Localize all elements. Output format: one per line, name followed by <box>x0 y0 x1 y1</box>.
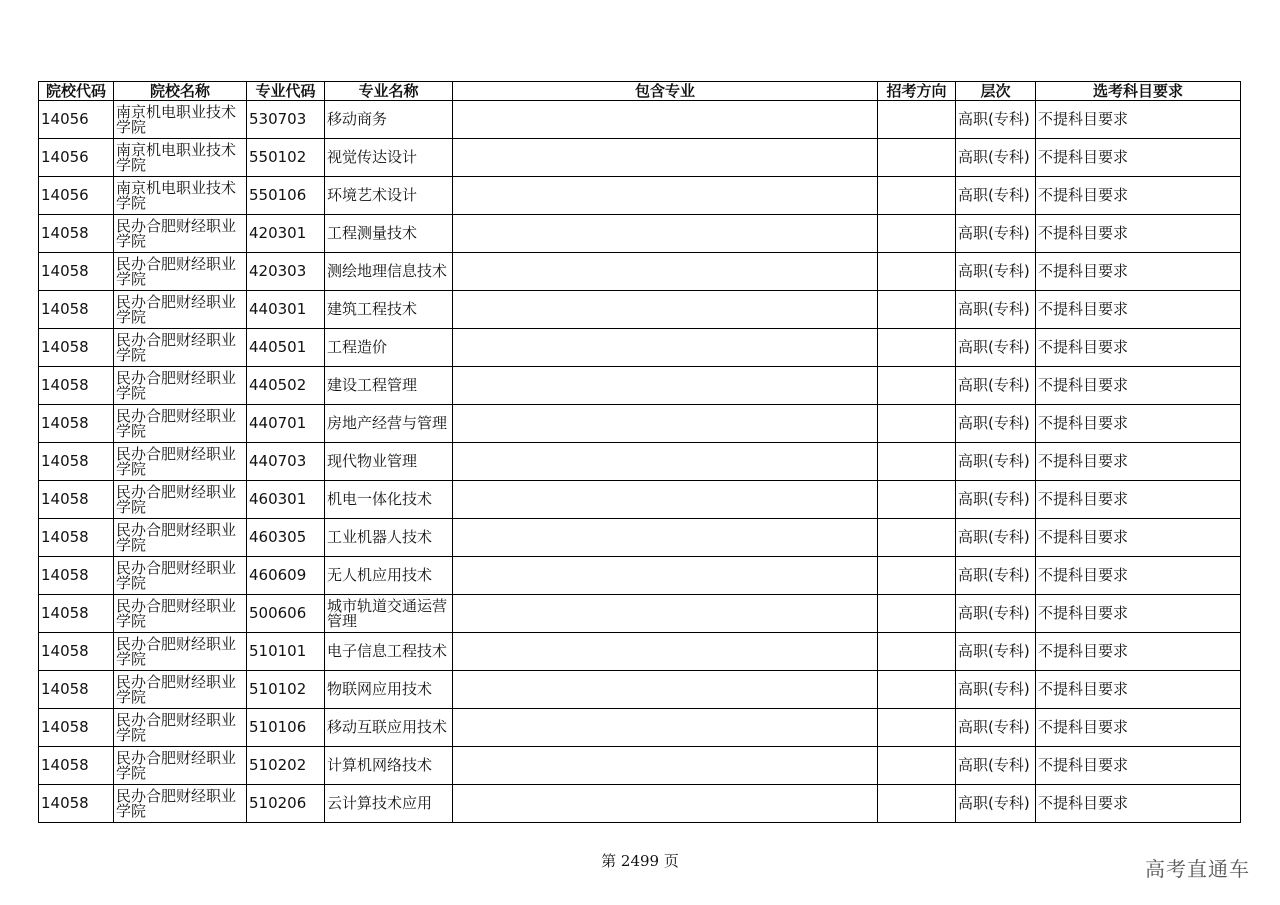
cell-level: 高职(专科) <box>956 405 1036 443</box>
table-row <box>39 747 1241 785</box>
cell-school-code: 14058 <box>39 443 114 481</box>
cell-included-programs <box>453 291 878 329</box>
cell-included-programs <box>453 481 878 519</box>
cell-included-programs <box>453 367 878 405</box>
cell-school-name: 南京机电职业技术学院 <box>114 101 247 139</box>
cell-direction <box>878 785 956 823</box>
cell-subject-requirement: 不提科目要求 <box>1036 671 1241 709</box>
enrollment-table <box>38 81 1241 823</box>
cell-subject-requirement: 不提科目要求 <box>1036 177 1241 215</box>
table-row <box>39 785 1241 823</box>
cell-level: 高职(专科) <box>956 253 1036 291</box>
cell-subject-requirement: 不提科目要求 <box>1036 215 1241 253</box>
cell-level: 高职(专科) <box>956 671 1036 709</box>
cell-school-name: 民办合肥财经职业学院 <box>114 785 247 823</box>
cell-subject-requirement: 不提科目要求 <box>1036 709 1241 747</box>
cell-school-name: 民办合肥财经职业学院 <box>114 367 247 405</box>
cell-level: 高职(专科) <box>956 443 1036 481</box>
cell-program-name: 无人机应用技术 <box>325 557 453 595</box>
cell-included-programs <box>453 329 878 367</box>
cell-level: 高职(专科) <box>956 519 1036 557</box>
cell-school-name: 南京机电职业技术学院 <box>114 177 247 215</box>
cell-program-code: 550106 <box>247 177 325 215</box>
cell-included-programs <box>453 253 878 291</box>
table-row <box>39 519 1241 557</box>
table-row <box>39 177 1241 215</box>
cell-level: 高职(专科) <box>956 215 1036 253</box>
cell-program-name: 电子信息工程技术 <box>325 633 453 671</box>
cell-program-code: 420301 <box>247 215 325 253</box>
cell-school-code: 14058 <box>39 291 114 329</box>
cell-program-code: 460609 <box>247 557 325 595</box>
cell-school-code: 14058 <box>39 329 114 367</box>
cell-subject-requirement: 不提科目要求 <box>1036 329 1241 367</box>
cell-direction <box>878 519 956 557</box>
cell-school-name: 民办合肥财经职业学院 <box>114 215 247 253</box>
table-row <box>39 481 1241 519</box>
cell-subject-requirement: 不提科目要求 <box>1036 291 1241 329</box>
cell-school-name: 民办合肥财经职业学院 <box>114 405 247 443</box>
cell-direction <box>878 329 956 367</box>
cell-school-name: 民办合肥财经职业学院 <box>114 443 247 481</box>
cell-school-code: 14058 <box>39 709 114 747</box>
page-number: 第 2499 页 <box>601 852 679 870</box>
cell-school-name: 民办合肥财经职业学院 <box>114 519 247 557</box>
cell-school-code: 14058 <box>39 595 114 633</box>
header-program-code: 专业代码 <box>247 82 325 101</box>
header-row <box>39 82 1241 101</box>
cell-program-code: 550102 <box>247 139 325 177</box>
cell-level: 高职(专科) <box>956 747 1036 785</box>
cell-included-programs <box>453 785 878 823</box>
cell-school-code: 14058 <box>39 367 114 405</box>
cell-subject-requirement: 不提科目要求 <box>1036 557 1241 595</box>
cell-school-code: 14058 <box>39 215 114 253</box>
cell-level: 高职(专科) <box>956 101 1036 139</box>
cell-level: 高职(专科) <box>956 177 1036 215</box>
cell-direction <box>878 101 956 139</box>
cell-school-name: 民办合肥财经职业学院 <box>114 481 247 519</box>
table-row <box>39 101 1241 139</box>
cell-direction <box>878 253 956 291</box>
cell-program-name: 移动互联应用技术 <box>325 709 453 747</box>
cell-program-name: 计算机网络技术 <box>325 747 453 785</box>
cell-subject-requirement: 不提科目要求 <box>1036 785 1241 823</box>
cell-included-programs <box>453 443 878 481</box>
cell-program-name: 建设工程管理 <box>325 367 453 405</box>
cell-program-code: 500606 <box>247 595 325 633</box>
cell-subject-requirement: 不提科目要求 <box>1036 747 1241 785</box>
table-row <box>39 253 1241 291</box>
cell-level: 高职(专科) <box>956 291 1036 329</box>
header-level: 层次 <box>956 82 1036 101</box>
cell-subject-requirement: 不提科目要求 <box>1036 139 1241 177</box>
table-row <box>39 557 1241 595</box>
header-program-name: 专业名称 <box>325 82 453 101</box>
cell-program-name: 测绘地理信息技术 <box>325 253 453 291</box>
table-row <box>39 443 1241 481</box>
cell-direction <box>878 595 956 633</box>
cell-level: 高职(专科) <box>956 139 1036 177</box>
cell-level: 高职(专科) <box>956 557 1036 595</box>
cell-school-name: 民办合肥财经职业学院 <box>114 557 247 595</box>
watermark: 高考直通车 <box>1145 857 1250 881</box>
table-row <box>39 709 1241 747</box>
cell-direction <box>878 633 956 671</box>
cell-direction <box>878 671 956 709</box>
cell-included-programs <box>453 633 878 671</box>
table-row <box>39 671 1241 709</box>
cell-direction <box>878 481 956 519</box>
cell-level: 高职(专科) <box>956 785 1036 823</box>
cell-program-name: 移动商务 <box>325 101 453 139</box>
header-school-code: 院校代码 <box>39 82 114 101</box>
cell-program-name: 工程造价 <box>325 329 453 367</box>
cell-direction <box>878 215 956 253</box>
cell-included-programs <box>453 215 878 253</box>
cell-program-code: 460305 <box>247 519 325 557</box>
cell-school-code: 14056 <box>39 101 114 139</box>
cell-direction <box>878 291 956 329</box>
cell-school-name: 民办合肥财经职业学院 <box>114 709 247 747</box>
cell-school-name: 南京机电职业技术学院 <box>114 139 247 177</box>
cell-level: 高职(专科) <box>956 481 1036 519</box>
cell-level: 高职(专科) <box>956 709 1036 747</box>
cell-level: 高职(专科) <box>956 329 1036 367</box>
cell-level: 高职(专科) <box>956 367 1036 405</box>
cell-school-code: 14056 <box>39 177 114 215</box>
cell-program-name: 机电一体化技术 <box>325 481 453 519</box>
cell-school-code: 14058 <box>39 633 114 671</box>
table-row <box>39 595 1241 633</box>
cell-school-code: 14058 <box>39 481 114 519</box>
cell-program-code: 420303 <box>247 253 325 291</box>
cell-program-name: 物联网应用技术 <box>325 671 453 709</box>
cell-subject-requirement: 不提科目要求 <box>1036 519 1241 557</box>
table-row <box>39 139 1241 177</box>
table-row <box>39 291 1241 329</box>
cell-school-name: 民办合肥财经职业学院 <box>114 595 247 633</box>
cell-program-code: 440502 <box>247 367 325 405</box>
cell-school-name: 民办合肥财经职业学院 <box>114 671 247 709</box>
cell-program-name: 工程测量技术 <box>325 215 453 253</box>
cell-subject-requirement: 不提科目要求 <box>1036 253 1241 291</box>
cell-included-programs <box>453 177 878 215</box>
cell-included-programs <box>453 405 878 443</box>
cell-school-code: 14058 <box>39 405 114 443</box>
cell-subject-requirement: 不提科目要求 <box>1036 481 1241 519</box>
cell-program-code: 510102 <box>247 671 325 709</box>
cell-direction <box>878 443 956 481</box>
cell-included-programs <box>453 139 878 177</box>
cell-school-name: 民办合肥财经职业学院 <box>114 291 247 329</box>
cell-subject-requirement: 不提科目要求 <box>1036 633 1241 671</box>
cell-program-name: 工业机器人技术 <box>325 519 453 557</box>
cell-included-programs <box>453 747 878 785</box>
cell-program-code: 510101 <box>247 633 325 671</box>
cell-level: 高职(专科) <box>956 595 1036 633</box>
cell-included-programs <box>453 557 878 595</box>
cell-school-name: 民办合肥财经职业学院 <box>114 253 247 291</box>
cell-program-name: 城市轨道交通运营管理 <box>325 595 453 633</box>
header-direction: 招考方向 <box>878 82 956 101</box>
cell-program-code: 440703 <box>247 443 325 481</box>
table-row <box>39 633 1241 671</box>
table-row <box>39 215 1241 253</box>
cell-school-code: 14058 <box>39 253 114 291</box>
cell-direction <box>878 139 956 177</box>
cell-subject-requirement: 不提科目要求 <box>1036 595 1241 633</box>
table-row <box>39 405 1241 443</box>
cell-program-code: 440501 <box>247 329 325 367</box>
cell-program-name: 云计算技术应用 <box>325 785 453 823</box>
cell-direction <box>878 747 956 785</box>
cell-subject-requirement: 不提科目要求 <box>1036 405 1241 443</box>
table-row <box>39 367 1241 405</box>
cell-subject-requirement: 不提科目要求 <box>1036 367 1241 405</box>
cell-school-name: 民办合肥财经职业学院 <box>114 633 247 671</box>
cell-subject-requirement: 不提科目要求 <box>1036 443 1241 481</box>
cell-school-name: 民办合肥财经职业学院 <box>114 329 247 367</box>
cell-school-code: 14058 <box>39 557 114 595</box>
cell-direction <box>878 709 956 747</box>
cell-included-programs <box>453 671 878 709</box>
cell-level: 高职(专科) <box>956 633 1036 671</box>
cell-program-code: 530703 <box>247 101 325 139</box>
cell-program-name: 房地产经营与管理 <box>325 405 453 443</box>
cell-program-code: 440301 <box>247 291 325 329</box>
cell-program-code: 510202 <box>247 747 325 785</box>
cell-school-code: 14058 <box>39 747 114 785</box>
cell-program-name: 现代物业管理 <box>325 443 453 481</box>
cell-program-code: 440701 <box>247 405 325 443</box>
cell-program-code: 510106 <box>247 709 325 747</box>
cell-included-programs <box>453 519 878 557</box>
cell-program-code: 460301 <box>247 481 325 519</box>
cell-included-programs <box>453 101 878 139</box>
cell-direction <box>878 177 956 215</box>
cell-direction <box>878 557 956 595</box>
cell-program-name: 视觉传达设计 <box>325 139 453 177</box>
cell-program-name: 建筑工程技术 <box>325 291 453 329</box>
cell-direction <box>878 367 956 405</box>
cell-school-code: 14058 <box>39 671 114 709</box>
cell-program-name: 环境艺术设计 <box>325 177 453 215</box>
cell-school-name: 民办合肥财经职业学院 <box>114 747 247 785</box>
header-school-name: 院校名称 <box>114 82 247 101</box>
header-included-programs: 包含专业 <box>453 82 878 101</box>
cell-school-code: 14056 <box>39 139 114 177</box>
header-subject-requirement: 选考科目要求 <box>1036 82 1241 101</box>
table-row <box>39 329 1241 367</box>
cell-program-code: 510206 <box>247 785 325 823</box>
cell-included-programs <box>453 709 878 747</box>
cell-school-code: 14058 <box>39 519 114 557</box>
cell-direction <box>878 405 956 443</box>
cell-subject-requirement: 不提科目要求 <box>1036 101 1241 139</box>
cell-school-code: 14058 <box>39 785 114 823</box>
cell-included-programs <box>453 595 878 633</box>
